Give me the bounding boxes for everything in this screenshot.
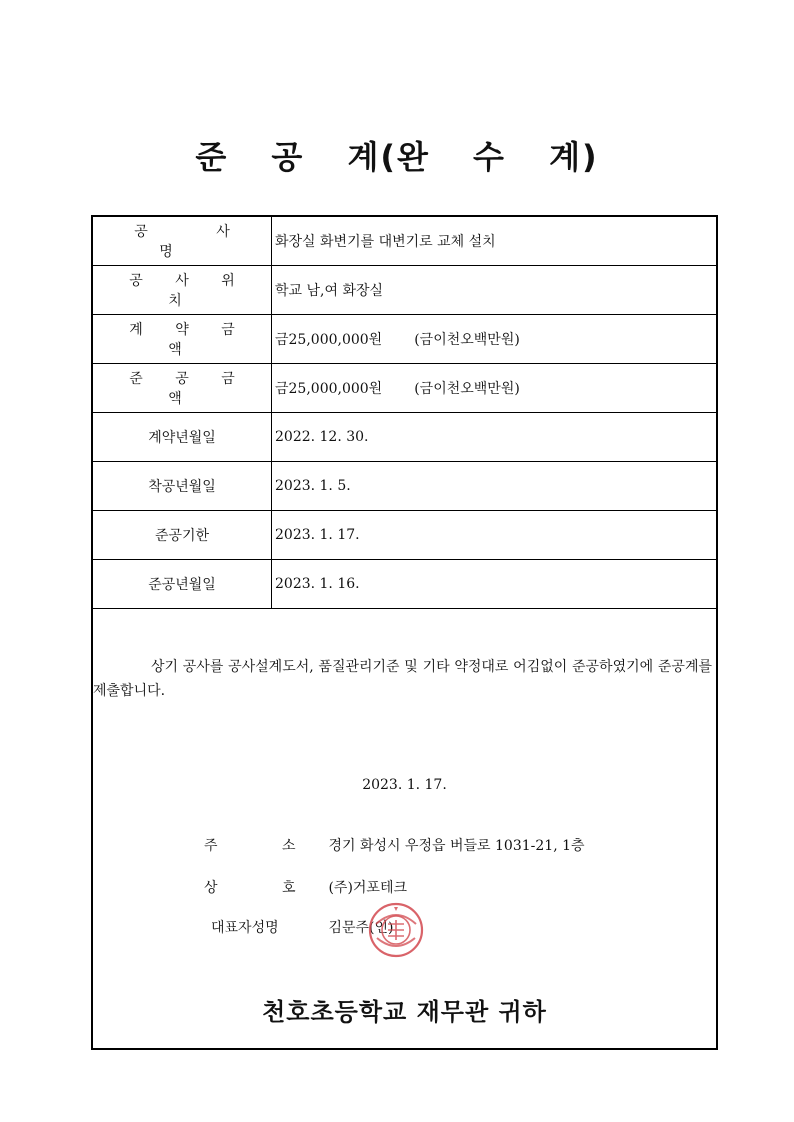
- table-row: [93, 266, 716, 315]
- contract-amount: 금25,000,000원: [275, 332, 383, 348]
- address-value: 경기 화성시 우정읍 버들로 1031-21, 1층: [328, 838, 585, 854]
- table-row: [93, 560, 716, 609]
- value-project-location: 학교 남,여 화장실: [272, 266, 717, 315]
- label-project-name: 공 사 명: [93, 217, 272, 266]
- company-value: (주)거포테크: [328, 880, 407, 896]
- company-seal-icon: [368, 902, 424, 958]
- table-row: [93, 511, 716, 560]
- statement-text: 상기 공사를 공사설계도서, 품질관리기준 및 기타 약정대로 어김없이 준공하였기에 준공계를 제출합니다.: [93, 659, 712, 699]
- label-contract-date: 계약년월일: [93, 413, 272, 462]
- rep-value: 김문주(인): [328, 920, 394, 936]
- document-frame: [91, 215, 718, 1050]
- completion-amount: 금25,000,000원: [275, 381, 383, 397]
- info-table: [93, 217, 716, 609]
- label-project-location: 공 사 위 치: [93, 266, 272, 315]
- value-deadline: 2023. 1. 17.: [272, 511, 717, 560]
- value-completion-date: 2023. 1. 16.: [272, 560, 717, 609]
- table-row: [93, 364, 716, 413]
- label-completion-date: 준공년월일: [93, 560, 272, 609]
- signature-company-row: [204, 877, 407, 897]
- label-start-date: 착공년월일: [93, 462, 272, 511]
- value-contract-date: 2022. 12. 30.: [272, 413, 717, 462]
- label-completion-amount: 준 공 금 액: [93, 364, 272, 413]
- submit-date: 2023. 1. 17.: [362, 777, 447, 793]
- label-deadline: 준공기한: [93, 511, 272, 560]
- table-row: [93, 315, 716, 364]
- completion-amount-korean: (금이천오백만원): [414, 381, 520, 397]
- address-label: 주 소: [204, 838, 296, 854]
- value-contract-amount: [272, 315, 717, 364]
- table-row: [93, 413, 716, 462]
- table-row: [93, 462, 716, 511]
- value-completion-amount: [272, 364, 717, 413]
- table-row: [93, 217, 716, 266]
- document-title: 준 공 계(완 수 계): [195, 138, 599, 176]
- label-contract-amount: 계 약 금 액: [93, 315, 272, 364]
- rep-label: 대표자성명: [211, 920, 279, 936]
- closing-addressee: 천호초등학교 재무관 귀하: [262, 998, 547, 1026]
- value-start-date: 2023. 1. 5.: [272, 462, 717, 511]
- contract-amount-korean: (금이천오백만원): [414, 332, 520, 348]
- signature-rep-row: [211, 917, 393, 937]
- company-label: 상 호: [204, 880, 296, 896]
- value-project-name: 화장실 화변기를 대변기로 교체 설치: [272, 217, 717, 266]
- signature-address-row: [204, 835, 585, 855]
